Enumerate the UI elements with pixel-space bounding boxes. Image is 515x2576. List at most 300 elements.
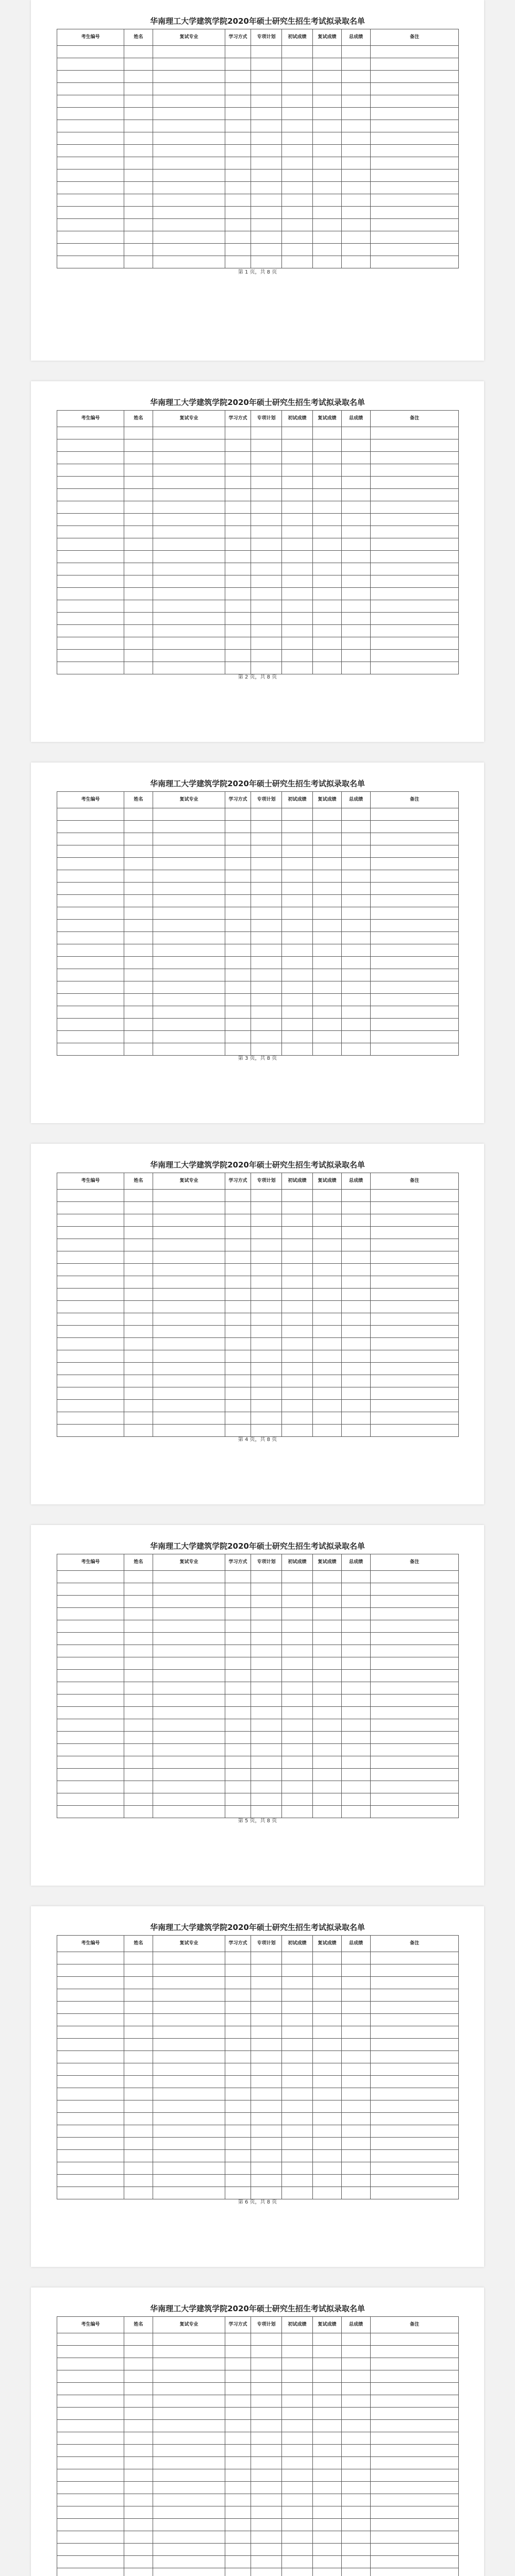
total-score-cell (342, 501, 371, 514)
program-type-cell (251, 1719, 282, 1732)
table-row (57, 600, 459, 613)
program-type-cell (251, 1756, 282, 1769)
major-cell (153, 231, 225, 244)
major-cell (153, 207, 225, 219)
candidate-id-cell (57, 1744, 124, 1756)
name-cell (124, 2494, 153, 2506)
page-number-footer: 第 4 页，共 8 页 (238, 1437, 277, 1443)
major-cell (153, 1670, 225, 1682)
retest-score-cell (313, 981, 342, 994)
prelim-score-cell (282, 2383, 313, 2395)
study-mode-cell (225, 2420, 251, 2432)
program-type-header: 专项计划 (251, 1554, 282, 1571)
table-row (57, 858, 459, 870)
name-cell (124, 1989, 153, 2002)
retest-score-cell (313, 2076, 342, 2088)
retest-score-cell (313, 2531, 342, 2544)
study-mode-cell (225, 2175, 251, 2187)
page-title: 华南理工大学建筑学院2020年硕士研究生招生考试拟录取名单 (150, 1923, 365, 1932)
study-mode-cell (225, 83, 251, 95)
major-header: 复试专业 (153, 411, 225, 427)
major-cell (153, 858, 225, 870)
table-row (57, 932, 459, 944)
remark-cell (371, 858, 459, 870)
total-score-cell (342, 2506, 371, 2519)
remark-cell (371, 95, 459, 108)
prelim-score-cell (282, 1202, 313, 1214)
remark-cell (371, 120, 459, 132)
study-mode-cell (225, 1670, 251, 1682)
retest-score-cell (313, 1264, 342, 1276)
name-cell (124, 120, 153, 132)
prelim-score-cell (282, 1756, 313, 1769)
table-row (57, 244, 459, 256)
table-row (57, 182, 459, 194)
remark-cell (371, 2051, 459, 2063)
name-cell (124, 1400, 153, 1412)
program-type-cell (251, 575, 282, 588)
retest-score-cell (313, 625, 342, 637)
major-cell (153, 2494, 225, 2506)
study-mode-cell (225, 1276, 251, 1289)
total-score-cell (342, 2088, 371, 2100)
prelim-score-cell (282, 2469, 313, 2482)
prelim-score-cell (282, 1264, 313, 1276)
retest-score-cell (313, 538, 342, 551)
candidate-id-cell (57, 1276, 124, 1289)
program-type-header: 专项计划 (251, 29, 282, 46)
study-mode-cell (225, 1375, 251, 1387)
program-type-cell (251, 2175, 282, 2187)
major-cell (153, 2370, 225, 2383)
study-mode-cell (225, 1264, 251, 1276)
retest-score-cell (313, 1313, 342, 1326)
major-cell (153, 833, 225, 845)
total-score-cell (342, 71, 371, 83)
name-cell (124, 83, 153, 95)
total-score-cell (342, 2420, 371, 2432)
study-mode-cell (225, 120, 251, 132)
study-mode-cell (225, 858, 251, 870)
prelim-score-cell (282, 2088, 313, 2100)
major-cell (153, 1756, 225, 1769)
table-row (57, 1633, 459, 1645)
name-cell (124, 858, 153, 870)
study-mode-cell (225, 1620, 251, 1633)
study-mode-cell (225, 1239, 251, 1251)
total-score-cell (342, 1202, 371, 1214)
major-cell (153, 256, 225, 268)
program-type-cell (251, 1633, 282, 1645)
total-score-cell (342, 1326, 371, 1338)
retest-score-cell (313, 2088, 342, 2100)
study-mode-cell (225, 2457, 251, 2469)
remark-cell (371, 2333, 459, 2346)
prelim-score-cell (282, 1326, 313, 1338)
prelim-score-cell (282, 969, 313, 981)
table-row (57, 1227, 459, 1239)
retest-score-cell (313, 944, 342, 957)
total-score-cell (342, 1412, 371, 1425)
program-type-cell (251, 1289, 282, 1301)
table-row (57, 1190, 459, 1202)
remark-cell (371, 1964, 459, 1977)
remark-cell (371, 1350, 459, 1363)
study-mode-cell (225, 920, 251, 932)
table-row (57, 83, 459, 95)
program-type-cell (251, 1952, 282, 1964)
total-score-cell (342, 1239, 371, 1251)
table-row (57, 1707, 459, 1719)
name-cell (124, 1301, 153, 1313)
table-row (57, 2544, 459, 2556)
table-row (57, 2026, 459, 2039)
name-cell (124, 256, 153, 268)
major-cell (153, 2026, 225, 2039)
retest-score-cell (313, 1952, 342, 1964)
name-cell (124, 969, 153, 981)
candidate-id-cell (57, 2138, 124, 2150)
remark-cell (371, 2544, 459, 2556)
table-row (57, 1276, 459, 1289)
candidate-id-cell (57, 2100, 124, 2113)
page-title: 华南理工大学建筑学院2020年硕士研究生招生考试拟录取名单 (150, 2304, 365, 2313)
prelim-score-cell (282, 957, 313, 969)
prelim-score-cell (282, 2333, 313, 2346)
retest-score-cell (313, 170, 342, 182)
major-cell (153, 2175, 225, 2187)
program-type-cell (251, 563, 282, 575)
major-cell (153, 1350, 225, 1363)
major-cell (153, 920, 225, 932)
table-row (57, 2063, 459, 2076)
prelim-score-cell (282, 2125, 313, 2138)
major-cell (153, 2346, 225, 2358)
program-type-cell (251, 231, 282, 244)
remark-cell (371, 2494, 459, 2506)
study-mode-cell (225, 1387, 251, 1400)
name-cell (124, 2088, 153, 2100)
name-cell (124, 551, 153, 563)
name-cell (124, 1608, 153, 1620)
program-type-cell (251, 108, 282, 120)
name-cell (124, 1289, 153, 1301)
candidate-id-cell (57, 170, 124, 182)
program-type-cell (251, 71, 282, 83)
remark-cell (371, 1756, 459, 1769)
table-row (57, 2531, 459, 2544)
prelim-score-cell (282, 132, 313, 145)
remark-cell (371, 1019, 459, 1031)
table-row (57, 650, 459, 662)
prelim-score-cell (282, 1583, 313, 1596)
remark-cell (371, 1412, 459, 1425)
name-cell (124, 427, 153, 439)
prelim-score-cell (282, 870, 313, 883)
prelim-score-cell (282, 1781, 313, 1793)
total-score-cell (342, 1251, 371, 1264)
study-mode-cell (225, 845, 251, 858)
candidate-id-cell (57, 1620, 124, 1633)
retest-score-cell (313, 1781, 342, 1793)
major-header: 复试专业 (153, 792, 225, 808)
program-type-cell (251, 2395, 282, 2408)
prelim-score-cell (282, 2482, 313, 2494)
study-mode-cell (225, 2014, 251, 2026)
retest-score-header: 复试成绩 (313, 29, 342, 46)
candidate-id-cell (57, 71, 124, 83)
major-cell (153, 1964, 225, 1977)
retest-score-cell (313, 1769, 342, 1781)
major-cell (153, 1583, 225, 1596)
name-cell (124, 895, 153, 907)
major-header: 复试专业 (153, 2317, 225, 2333)
candidate-id-cell (57, 2383, 124, 2395)
table-row (57, 551, 459, 563)
major-cell (153, 501, 225, 514)
total-score-cell (342, 1793, 371, 1806)
program-type-cell (251, 833, 282, 845)
candidate-id-cell (57, 1214, 124, 1227)
program-type-cell (251, 2346, 282, 2358)
total-score-cell (342, 994, 371, 1006)
study-mode-cell (225, 1732, 251, 1744)
study-mode-header: 学习方式 (225, 1936, 251, 1952)
page-number-footer: 第 5 页，共 8 页 (238, 1818, 277, 1824)
name-cell (124, 170, 153, 182)
retest-score-cell (313, 969, 342, 981)
study-mode-cell (225, 944, 251, 957)
prelim-score-cell (282, 1793, 313, 1806)
table-row (57, 46, 459, 58)
prelim-score-cell (282, 1769, 313, 1781)
retest-score-cell (313, 2002, 342, 2014)
remark-cell (371, 1227, 459, 1239)
study-mode-cell (225, 1326, 251, 1338)
study-mode-cell (225, 969, 251, 981)
admission-table (57, 410, 459, 674)
major-cell (153, 637, 225, 650)
study-mode-cell (225, 1952, 251, 1964)
major-cell (153, 514, 225, 526)
program-type-cell (251, 2420, 282, 2432)
table-row (57, 2125, 459, 2138)
table-row (57, 1289, 459, 1301)
document-page-1 (31, 0, 484, 361)
retest-score-cell (313, 489, 342, 501)
table-row (57, 2150, 459, 2162)
study-mode-cell (225, 1989, 251, 2002)
retest-score-cell (313, 895, 342, 907)
major-cell (153, 526, 225, 538)
retest-score-cell (313, 2051, 342, 2063)
total-score-cell (342, 932, 371, 944)
table-row (57, 1202, 459, 1214)
table-row (57, 1620, 459, 1633)
total-score-cell (342, 1608, 371, 1620)
total-score-cell (342, 464, 371, 477)
candidate-id-cell (57, 600, 124, 613)
total-score-cell (342, 1732, 371, 1744)
prelim-score-cell (282, 2445, 313, 2457)
name-cell (124, 526, 153, 538)
remark-cell (371, 1289, 459, 1301)
remark-cell (371, 58, 459, 71)
prelim-score-cell (282, 2358, 313, 2370)
remark-cell (371, 231, 459, 244)
remark-cell (371, 132, 459, 145)
table-row (57, 2432, 459, 2445)
total-score-cell (342, 1583, 371, 1596)
major-cell (153, 845, 225, 858)
remark-cell (371, 2395, 459, 2408)
major-cell (153, 1719, 225, 1732)
table-row (57, 575, 459, 588)
prelim-score-cell (282, 2063, 313, 2076)
candidate-id-cell (57, 2519, 124, 2531)
candidate-id-header: 考生编号 (57, 1936, 124, 1952)
major-cell (153, 489, 225, 501)
total-score-cell (342, 2556, 371, 2568)
total-score-cell (342, 944, 371, 957)
candidate-id-cell (57, 477, 124, 489)
candidate-id-cell (57, 120, 124, 132)
prelim-score-cell (282, 1732, 313, 1744)
prelim-score-cell (282, 219, 313, 231)
name-cell (124, 2346, 153, 2358)
candidate-id-cell (57, 2408, 124, 2420)
prelim-score-cell (282, 1375, 313, 1387)
study-mode-cell (225, 1251, 251, 1264)
candidate-id-cell (57, 1608, 124, 1620)
total-score-header: 总成绩 (342, 1554, 371, 1571)
candidate-id-cell (57, 1719, 124, 1732)
study-mode-cell (225, 895, 251, 907)
retest-score-cell (313, 157, 342, 170)
major-cell (153, 1620, 225, 1633)
table-row (57, 981, 459, 994)
study-mode-cell (225, 613, 251, 625)
retest-score-cell (313, 1289, 342, 1301)
name-cell (124, 231, 153, 244)
total-score-cell (342, 1989, 371, 2002)
study-mode-cell (225, 808, 251, 821)
remark-cell (371, 46, 459, 58)
candidate-id-cell (57, 969, 124, 981)
program-type-header: 专项计划 (251, 2317, 282, 2333)
name-cell (124, 1251, 153, 1264)
remark-cell (371, 219, 459, 231)
study-mode-cell (225, 1350, 251, 1363)
total-score-cell (342, 1301, 371, 1313)
table-row (57, 219, 459, 231)
retest-score-cell (313, 1276, 342, 1289)
table-row (57, 1326, 459, 1338)
name-cell (124, 1190, 153, 1202)
table-row (57, 1412, 459, 1425)
candidate-id-cell (57, 1596, 124, 1608)
candidate-id-cell (57, 157, 124, 170)
retest-score-cell (313, 2544, 342, 2556)
prelim-score-cell (282, 944, 313, 957)
prelim-score-cell (282, 95, 313, 108)
total-score-cell (342, 1227, 371, 1239)
name-cell (124, 2026, 153, 2039)
total-score-cell (342, 1019, 371, 1031)
total-score-cell (342, 1781, 371, 1793)
candidate-id-cell (57, 489, 124, 501)
table-row (57, 2568, 459, 2576)
total-score-cell (342, 2014, 371, 2026)
prelim-score-cell (282, 1744, 313, 1756)
total-score-cell (342, 969, 371, 981)
prelim-score-cell (282, 575, 313, 588)
study-mode-cell (225, 870, 251, 883)
candidate-id-cell (57, 1387, 124, 1400)
study-mode-cell (225, 489, 251, 501)
remark-cell (371, 1571, 459, 1583)
name-cell (124, 821, 153, 833)
study-mode-cell (225, 2519, 251, 2531)
table-row (57, 1006, 459, 1019)
major-cell (153, 145, 225, 157)
major-cell (153, 1276, 225, 1289)
total-score-cell (342, 920, 371, 932)
major-cell (153, 2519, 225, 2531)
remark-cell (371, 1363, 459, 1375)
prelim-score-cell (282, 526, 313, 538)
table-row (57, 489, 459, 501)
name-cell (124, 207, 153, 219)
candidate-id-cell (57, 1964, 124, 1977)
prelim-score-cell (282, 1006, 313, 1019)
study-mode-cell (225, 1633, 251, 1645)
candidate-id-cell (57, 1571, 124, 1583)
prelim-score-cell (282, 2162, 313, 2175)
prelim-score-cell (282, 256, 313, 268)
total-score-cell (342, 2175, 371, 2187)
total-score-cell (342, 489, 371, 501)
candidate-id-cell (57, 2088, 124, 2100)
name-cell (124, 2150, 153, 2162)
study-mode-cell (225, 2506, 251, 2519)
program-type-cell (251, 1264, 282, 1276)
table-row (57, 625, 459, 637)
program-type-cell (251, 2014, 282, 2026)
candidate-id-cell (57, 2039, 124, 2051)
total-score-cell (342, 870, 371, 883)
study-mode-cell (225, 464, 251, 477)
major-cell (153, 650, 225, 662)
total-score-cell (342, 2100, 371, 2113)
study-mode-cell (225, 932, 251, 944)
study-mode-cell (225, 821, 251, 833)
retest-score-cell (313, 244, 342, 256)
name-cell (124, 932, 153, 944)
prelim-score-cell (282, 1694, 313, 1707)
retest-score-cell (313, 588, 342, 600)
program-type-cell (251, 1608, 282, 1620)
candidate-id-cell (57, 845, 124, 858)
table-row (57, 1670, 459, 1682)
name-cell (124, 2039, 153, 2051)
name-cell (124, 1793, 153, 1806)
admission-table (57, 1935, 459, 2199)
candidate-id-cell (57, 501, 124, 514)
total-score-cell (342, 1276, 371, 1289)
retest-score-cell (313, 1657, 342, 1670)
major-cell (153, 1744, 225, 1756)
